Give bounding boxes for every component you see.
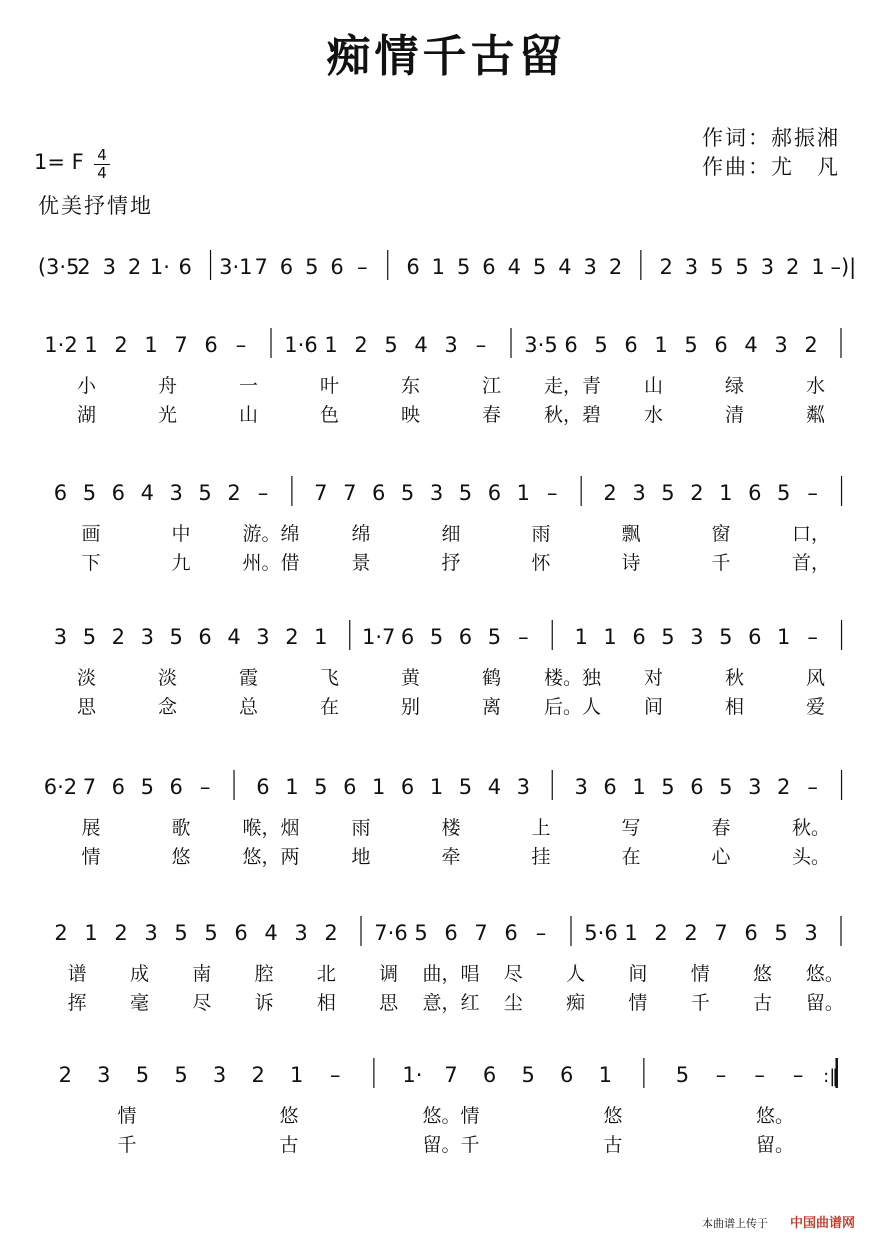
lyric-char: 抒 [441,552,461,574]
lyric-char: 留。 [805,992,844,1014]
lyric-char: 尽 [503,963,523,985]
lyric-char: 调 [379,963,399,985]
lyric-char: 南 [192,963,212,985]
lyric-char: 念 [157,696,178,718]
note: 1 [144,333,158,357]
note: 3 [748,775,762,799]
note: 6 [111,775,126,799]
lyric-char: 千 [690,992,710,1014]
lyric-char: 成 [129,963,149,985]
lyric-char: 绿 [724,375,745,397]
note: – [330,1063,341,1087]
lyric-char: 意，红 [422,992,480,1014]
note: 3 [774,333,788,357]
note: 5 [204,921,218,945]
lyric-char: 悠，两 [242,846,300,868]
lyric-char: 思 [379,992,399,1014]
note: 7 [254,255,268,279]
note: 4 [507,255,521,279]
lyric-char: 楼。独 [543,667,602,689]
lyric-char: 谱 [67,963,87,985]
note: 5 [594,333,608,357]
note: 1 [84,333,98,357]
note: 4 [140,481,154,505]
note: – [475,333,487,357]
lyric-char: 光 [157,404,178,426]
note: 1 [324,333,338,357]
note: 3 [97,1063,111,1087]
note: 2 [776,775,791,799]
lyric-char: 画 [81,523,101,545]
lyric-char: 霞 [238,667,259,689]
note: – [807,625,818,649]
lyric-char: 间 [628,963,648,985]
note: – [792,1063,804,1087]
note: 1 [431,255,446,279]
note: 6 [279,255,294,279]
lyric-char: 诉 [254,992,274,1014]
note: 3 [256,625,270,649]
note: – [535,921,547,945]
note: 4 [414,333,428,357]
note: 3 [169,481,183,505]
lyric-char: 在 [319,696,340,718]
note: 3 [804,921,818,945]
note: 6·2 [43,775,78,799]
note: 5 [174,921,188,945]
note: 2 [227,481,241,505]
lyric-char: 窗 [711,523,731,545]
lyric-char: 情 [81,846,101,868]
lyric-char: 九 [171,552,191,574]
note: 1 [654,333,668,357]
lyric-char: 展 [81,817,101,839]
lyric-char: 尘 [503,992,523,1014]
note: 3·1 [219,255,253,279]
note: 2 [58,1063,72,1087]
lyric-char: 古 [753,992,773,1014]
lyric-char: 情 [117,1105,137,1127]
note: 6 [564,333,578,357]
note: – [754,1063,765,1087]
time-signature-top: 4 [97,146,107,164]
note: 5 [661,625,675,649]
lyric-char: 对 [643,667,664,689]
note: 3 [429,481,444,505]
note: 5 [661,481,675,505]
lyric-char: 千 [711,552,731,574]
lyric-char: 挂 [531,846,551,868]
note: 3 [53,625,68,649]
lyric-char: 后。人 [543,696,602,718]
note: 5 [135,1063,150,1087]
lyric-char: 地 [351,846,371,868]
note: (3·5 [37,255,80,279]
note: 6 [748,481,762,505]
note: 5 [458,775,473,799]
note: – [235,333,247,357]
note: – [547,481,558,505]
lyric-char: 上 [531,817,551,839]
note: 3 [516,775,531,799]
note: 1 [290,1063,304,1087]
note: 5 [429,625,444,649]
lyric-char: 悠 [279,1105,299,1127]
note: 2 [77,255,91,279]
lyric-char: 写 [621,817,641,839]
note: 6 [444,921,458,945]
lyric-char: 雨 [351,817,371,839]
note: 1 [811,255,825,279]
lyric-char: 情 [690,963,710,985]
lyric-char: 秋，碧 [543,404,602,426]
note: 6 [748,625,762,649]
note: 4 [487,775,502,799]
note: 5 [400,481,415,505]
lyric-char: 总 [238,696,259,718]
note: 6 [560,1063,574,1087]
note: 1 [574,625,588,649]
note: 2 [354,333,368,357]
lyric-char: 淡 [157,667,178,689]
note: 1 [285,775,299,799]
note: 7 [714,921,728,945]
note: 2 [659,255,673,279]
note: 1· [149,255,170,279]
lyric-char: 离 [481,696,502,718]
note: 7 [474,921,488,945]
lyric-char: 色 [319,404,340,426]
lyric-char: 水 [805,375,826,397]
lyric-char: 腔 [254,963,274,985]
lyric-char: 头。 [791,846,831,868]
composer-credit: 作曲：尤 凡 [702,155,840,179]
note: 5 [521,1063,535,1087]
note: 3 [144,921,158,945]
note: 2 [684,921,698,945]
lyric-char: 山 [643,375,664,397]
note: 3 [583,255,597,279]
note: 3 [632,481,646,505]
note: 6 [204,333,218,357]
note: 5 [414,921,428,945]
lyric-char: 千 [117,1134,137,1156]
lyric-char: 水 [643,404,664,426]
note: 1 [371,775,386,799]
lyric-char: 爱 [805,696,826,718]
lyric-char: 东 [400,375,421,397]
lyric-char: 清 [724,404,745,426]
lyric-char: 悠。情 [422,1105,480,1127]
note: 1 [632,775,646,799]
note: 5 [684,333,698,357]
note: 6 [487,481,502,505]
note: 3 [760,255,775,279]
note: 2 [608,255,623,279]
lyric-char: 叶 [319,375,340,397]
note: 6 [458,625,473,649]
note: 5 [458,481,473,505]
note: 6 [603,775,617,799]
lyric-char: 下 [81,552,101,574]
note: 5 [174,1063,188,1087]
lyric-char: 悠。 [805,963,844,985]
lyric-char: 淡 [76,667,97,689]
note: 2 [251,1063,265,1087]
note: 1 [429,775,444,799]
lyric-char: 北 [316,963,336,985]
note: 5 [82,481,97,505]
lyric-char: 牵 [441,846,461,868]
note: – [715,1063,727,1087]
note: 1 [776,625,791,649]
note: 7·6 [374,921,408,945]
note: 4 [264,921,278,945]
lyric-char: 湖 [76,404,97,426]
note: 5 [735,255,749,279]
site-logo: 中国曲谱网 [790,1216,856,1231]
lyric-char: 相 [724,696,745,718]
note: 2 [114,333,128,357]
note: – [257,481,269,505]
note: 5 [487,625,502,649]
note: 6 [714,333,728,357]
lyric-char: 粼 [805,404,826,426]
lyric-char: 秋。 [791,817,831,839]
lyric-char: 舟 [157,375,178,397]
lyric-char: 毫 [129,992,149,1014]
note: 2 [324,921,338,945]
note: 1·2 [44,333,78,357]
lyric-char: 间 [643,696,664,718]
lyric-char: 飞 [319,667,340,689]
lyric-char: 口， [791,523,831,545]
note: 5 [774,921,788,945]
note: 3 [690,625,704,649]
barline-symbol: :‖ [823,1066,839,1087]
lyric-char: 留。 [755,1134,795,1156]
lyric-char: 绵 [351,523,371,545]
note: 1 [314,625,328,649]
lyric-char: 怀 [531,552,551,574]
note: 5 [776,481,791,505]
note: 5·6 [584,921,618,945]
note: 5 [314,775,328,799]
note: 3 [684,255,699,279]
note: 2 [654,921,668,945]
note: 1 [516,481,531,505]
lyric-char: 悠 [171,846,191,868]
note: 6 [234,921,248,945]
note: 6 [169,775,183,799]
note: 7 [174,333,188,357]
note: 3 [574,775,588,799]
note: – [518,625,529,649]
note: 5 [719,625,733,649]
tempo-marking: 优美抒情地 [38,194,153,218]
note: 3 [212,1063,227,1087]
lyric-char: 情 [628,992,648,1014]
lyric-char: 一 [238,375,259,397]
note: 1 [598,1063,612,1087]
note: 7 [314,481,328,505]
note: 6 [371,481,386,505]
note: 6 [256,775,270,799]
note: 4 [558,255,572,279]
note: 6 [111,481,126,505]
lyric-char: 相 [316,992,336,1014]
lyric-char: 州。借 [242,552,300,574]
lyric-char: 江 [481,375,502,397]
score-title: 痴情千古留 [326,31,567,82]
note: 1·7 [361,625,396,649]
note: 5 [82,625,97,649]
lyric-char: 喉，烟 [242,817,300,839]
lyric-char: 中 [171,523,191,545]
note: 5 [198,481,212,505]
note: 6 [744,921,758,945]
note: 1 [603,625,617,649]
lyric-char: 秋 [724,667,745,689]
note: 6 [400,775,415,799]
note: 5 [384,333,398,357]
lyric-char: 首， [791,552,831,574]
time-signature-bottom: 4 [97,164,107,182]
lyric-char: 游。绵 [242,523,300,545]
lyric-char: 曲，唱 [422,963,480,985]
note: 6 [330,255,344,279]
note: 5 [456,255,471,279]
note: 5 [140,775,154,799]
note: 2 [804,333,818,357]
lyric-char: 尽 [192,992,212,1014]
note: 6 [406,255,420,279]
note: – [807,775,818,799]
lyric-char: 鹤 [481,667,502,689]
note: 3·5 [524,333,558,357]
note: 7 [82,775,97,799]
lyric-char: 别 [400,696,421,718]
lyric-char: 小 [76,375,97,397]
lyric-char: 景 [351,552,371,574]
lyric-char: 走，青 [543,375,602,397]
lyric-char: 山 [238,404,259,426]
note: 6 [178,255,192,279]
note: 7 [343,481,357,505]
lyric-char: 飘 [621,523,641,545]
note: 1 [624,921,638,945]
footer-text: 本曲谱上传于 [702,1217,768,1230]
lyric-char: 心 [711,846,731,868]
lyric-char: 春 [711,817,731,839]
note: 6 [198,625,212,649]
lyric-char: 古 [279,1134,299,1156]
note: 5 [169,625,183,649]
note: 2 [285,625,299,649]
note: 1 [719,481,733,505]
lyric-char: 春 [481,404,502,426]
note: 3 [102,255,116,279]
lyric-char: 古 [603,1134,623,1156]
lyric-char: 思 [76,696,97,718]
note: 4 [227,625,241,649]
note: 6 [504,921,518,945]
note: 6 [343,775,357,799]
note: – [807,481,818,505]
note: – [357,255,368,279]
lyric-char: 雨 [531,523,551,545]
note: 3 [140,625,154,649]
note: 5 [710,255,724,279]
note: 5 [719,775,733,799]
note: 4 [744,333,758,357]
note: 5 [675,1063,690,1087]
note: 3 [444,333,458,357]
note: 6 [632,625,646,649]
note: – [199,775,211,799]
note: 6 [690,775,704,799]
note: 1 [84,921,98,945]
note: 2 [114,921,128,945]
note: 6 [482,255,496,279]
note: 2 [786,255,800,279]
lyric-char: 在 [621,846,641,868]
key-signature: 1= F [34,150,84,174]
lyric-char: 歌 [171,817,191,839]
lyric-char: 悠。 [755,1105,795,1127]
lyric-char: 诗 [621,552,641,574]
lyric-char: 映 [400,404,421,426]
lyricist-credit: 作词：郝振湘 [702,126,840,150]
note: 5 [661,775,675,799]
lyric-char: 黄 [400,667,421,689]
note: 2 [127,255,142,279]
note: 6 [624,333,638,357]
lyric-char: 楼 [441,817,461,839]
note: 2 [603,481,617,505]
lyric-char: 细 [441,523,461,545]
note: 6 [53,481,68,505]
note: –)| [830,255,857,279]
lyric-char: 风 [805,667,826,689]
lyric-char: 留。千 [422,1134,480,1156]
note: 1·6 [284,333,318,357]
lyric-char: 痴 [566,992,586,1014]
lyric-char: 挥 [67,992,87,1014]
note: 5 [532,255,547,279]
lyric-char: 悠 [603,1105,623,1127]
note: 2 [54,921,68,945]
note: 2 [690,481,704,505]
note: 6 [400,625,415,649]
note: 7 [444,1063,458,1087]
note: 1· [402,1063,423,1087]
note: 5 [305,255,319,279]
note: 2 [111,625,126,649]
note: 3 [294,921,308,945]
note: 6 [482,1063,497,1087]
lyric-char: 人 [566,963,586,985]
lyric-char: 悠 [753,963,773,985]
